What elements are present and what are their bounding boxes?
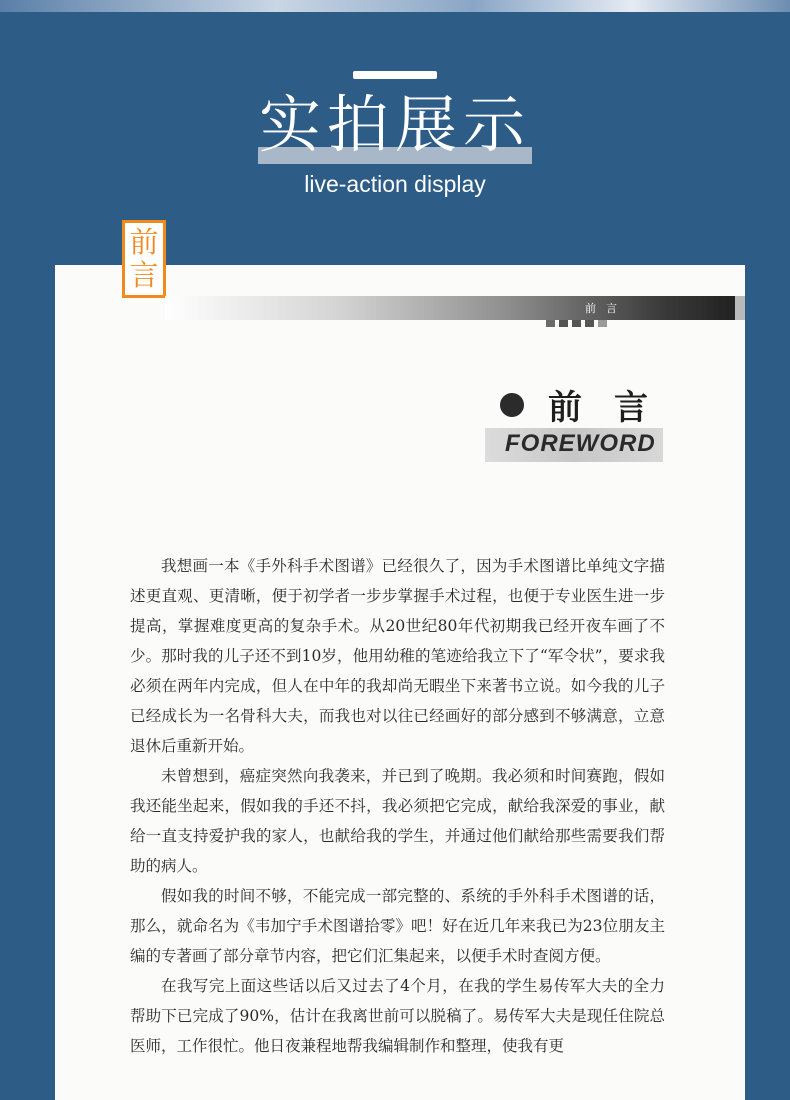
chapter-heading-text: 前言	[548, 388, 680, 428]
square-mark	[572, 320, 581, 327]
section-tab-line1: 前	[129, 225, 159, 259]
preface-body	[130, 551, 665, 1061]
decorative-squares	[546, 320, 607, 327]
section-tab	[122, 220, 166, 298]
square-mark	[585, 320, 594, 327]
chapter-heading	[500, 380, 680, 429]
page-subtitle: live-action display	[304, 171, 486, 197]
paragraph: 在我写完上面这些话以后又过去了4个月，在我的学生易传军大夫的全力帮助下已完成了90%，估计在我离世前可以脱稿了。易传军大夫是现任住院总医师，工作很忙。他日夜兼程地帮我编辑制作和整理，使我有更	[130, 977, 665, 1055]
top-decorative-strip	[0, 0, 790, 12]
foreword-label: FOREWORD	[505, 430, 656, 457]
title-accent-bar	[353, 71, 437, 79]
paragraph: 我想画一本《手外科手术图谱》已经很久了，因为手术图谱比单纯文字描述更直观、更清晰，便于初学者一步步掌握手术过程，也便于专业医生进一步提高，掌握难度更高的复杂手术。从20世纪80年代初期我已经开夜车画了不少。那时我的儿子还不到10岁，他用幼稚的笔迹给我立下了“军令状”，要求我必须在两年内完成，但人在中年的我却尚无暇坐下来著书立说。如今我的儿子已经成长为一名骨科大夫，而我也对以往已经画好的部分感到不够满意，立意退休后重新开始。	[130, 557, 665, 755]
running-header-label: 前言	[585, 302, 627, 315]
section-tab-line2: 言	[129, 258, 159, 292]
square-mark	[546, 320, 555, 327]
running-header-band	[165, 296, 745, 320]
page-title: 实拍展示	[258, 88, 531, 161]
paragraph: 假如我的时间不够，不能完成一部完整的、系统的手外科手术图谱的话，那么，就命名为《韦加宁手术图谱拾零》吧！好在近几年来我已为23位朋友主编的专著画了部分章节内容，把它们汇集起来，以便手术时查阅方便。	[130, 887, 665, 965]
running-header-band-end	[735, 296, 745, 320]
square-mark	[559, 320, 568, 327]
square-mark	[598, 320, 607, 327]
bullet-dot-icon	[500, 393, 524, 417]
paragraph: 未曾想到，癌症突然向我袭来，并已到了晚期。我必须和时间赛跑，假如我还能坐起来，假如我的手还不抖，我必须把它完成，献给我深爱的事业，献给一直支持爱护我的家人，也献给我的学生，并通过他们献给那些需要我们帮助的病人。	[130, 767, 665, 875]
